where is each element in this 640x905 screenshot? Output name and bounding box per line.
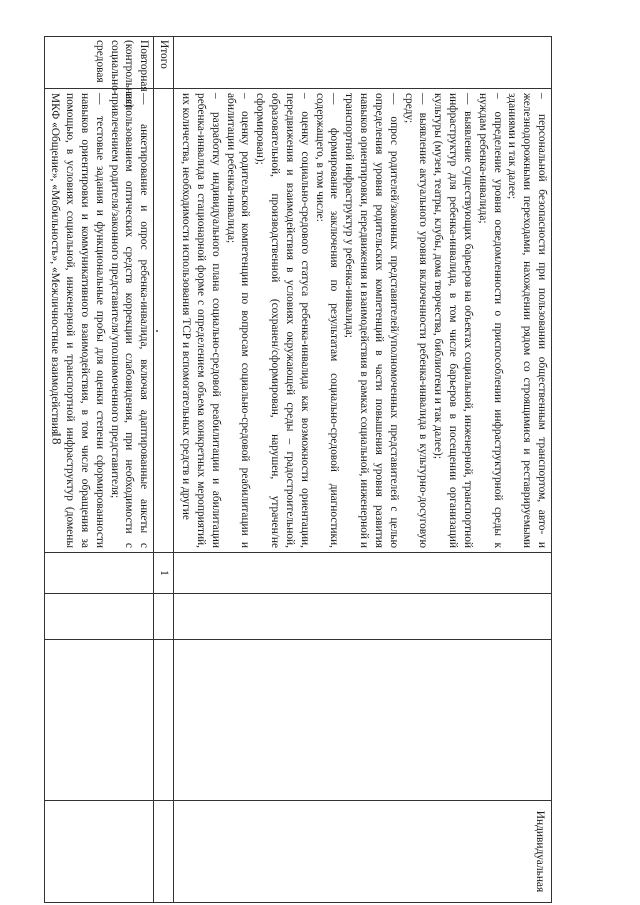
item-dash: –: [536, 93, 548, 99]
cell-empty: [154, 801, 174, 903]
total-value: 1: [158, 570, 170, 576]
item-text: выявление актуального уровня включенности ребенка-инвалида в культурно-досуговую среду;: [402, 93, 430, 548]
list-item: [47, 93, 106, 548]
item-dash: –: [209, 93, 222, 99]
table-row: [174, 37, 552, 903]
table-row: [154, 37, 174, 903]
item-dash: —: [93, 93, 106, 105]
cell-content: [174, 89, 552, 553]
item-dash: —: [387, 93, 400, 105]
form-label: Индивидуальная: [534, 810, 546, 893]
list-item: [178, 93, 222, 548]
list-item: [341, 93, 400, 548]
services-table: [44, 36, 552, 903]
total-label: Итого: [158, 40, 170, 69]
list-item: [475, 93, 505, 548]
list-item: [223, 93, 253, 548]
item-list-row3: [47, 93, 151, 548]
cell-count: [174, 553, 552, 594]
page-number: 18: [49, 431, 65, 445]
list-item: [505, 93, 549, 548]
cell-empty: [45, 594, 154, 640]
item-text: определение уровня осведомленности о приспособлении инфраструктурной среды к нуждам ребенка-инвалида;: [476, 93, 504, 548]
cell-service-type: [174, 37, 552, 89]
item-dash: —: [138, 93, 151, 105]
item-text: формирование заключения по результатам социально-средовой диагностики, содержащего, в том числе:: [313, 93, 341, 548]
cell-empty: [154, 640, 174, 801]
table-row: [45, 37, 154, 903]
list-item: [430, 93, 474, 548]
cell-empty: [154, 594, 174, 640]
list-item: [252, 93, 311, 548]
item-text: персональной безопасности при пользовании общественным транспортом, авто- и железнодорожными переходами, нахождении рядом со строящимися и реставрируемыми зданиями и так далее;: [506, 93, 548, 548]
item-text: разработку индивидуального плана социально-средовой реабилитации и абилитации ребенка-инвалида в стационарной форме с определением объема конкретных мероприятий, их количества, необходимости использования ТСР и вспомогательных средств и другие: [180, 93, 222, 548]
cell-empty: [174, 640, 552, 801]
list-item: [312, 93, 342, 548]
cell-count: [154, 553, 174, 594]
cell-form: [174, 801, 552, 903]
cell-count: [45, 553, 154, 594]
cell-total-label: [154, 37, 174, 89]
cell-empty: [174, 594, 552, 640]
item-list-row1: [178, 93, 549, 548]
service-type-label: Повторная (контрольная) социально-средовая: [93, 40, 151, 108]
item-dash: —: [328, 93, 341, 105]
item-text: тестовые задания и функциональные пробы для оценки степени сформированности навыков ориентировки и коммуникативного взаимодействия, в том числе обращения за помощью, в условиях социальной, инженерной и транспортной инфраструктур (домены МКФ «Общение», «Мобильность», «Межличностные взаимодействия: [49, 93, 106, 548]
item-dash: —: [461, 93, 474, 105]
cell-empty: [45, 640, 154, 801]
cell-content: [154, 89, 174, 553]
cell-content: [45, 89, 154, 553]
item-dash: –: [298, 93, 311, 99]
item-dash: –: [239, 93, 252, 99]
item-text: оценку родительской компетенции по вопросам социально-средовой реабилитации и абилитации ребенка-инвалида;: [224, 93, 252, 549]
item-dash: —: [417, 93, 430, 105]
cell-service-type: [45, 37, 154, 108]
item-text: оценку социально-средового статуса ребенка-инвалида как возможности ориентации, передвижения и взаимодействия в условиях окружающей среды – градостроительной, образовательной, производственной (сохранен/сформирован, нарушен, утрачен/не сформирован);: [254, 93, 311, 548]
item-text: опрос родителей/законных представителей/уполномоченных представителей с целью определения уровня родительских компетенций в части повышения уровня развития навыков ориентировки, передвижения и взаимодействия в рамках социальной, инженерной и транспортной инфраструктур у ребенка-инвалида;: [343, 93, 400, 548]
list-item: [401, 93, 431, 548]
list-item: [107, 93, 151, 548]
item-text: анкетирование и опрос ребенка-инвалида, включая адаптированные анкеты с использованием оптических средств коррекции слабовидения, при необходимости с привлечением родителя/законного представителя/уполномоченного представителя;: [108, 93, 151, 548]
item-dash: –: [491, 93, 504, 99]
item-text: выявление существующих барьеров на объектах социальной, инженерной, транспортной инфраструктур для ребенка-инвалида, в том числе барьеров в посещении организаций культуры (музеи, театры, клубы, дома творчества, библиотеки и так далее);: [432, 93, 474, 548]
cell-empty: [45, 801, 154, 903]
